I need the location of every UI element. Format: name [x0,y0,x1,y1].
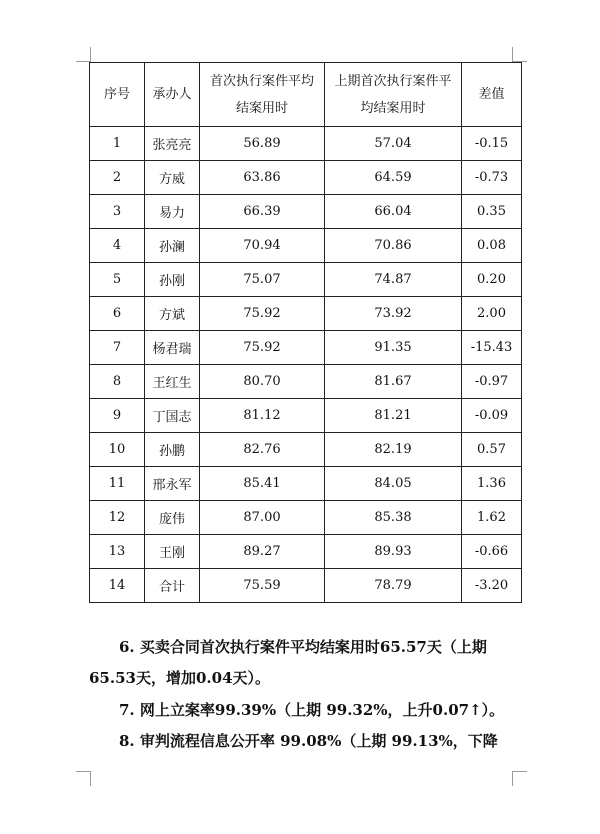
cell-previous: 73.92 [325,297,462,331]
cell-diff: 1.62 [462,501,522,535]
cell-handler: 王红生 [145,365,200,399]
cell-current: 75.07 [200,263,325,297]
cell-current: 80.70 [200,365,325,399]
cell-handler: 孙澜 [145,229,200,263]
cell-previous: 66.04 [325,195,462,229]
header-current-period [200,63,325,127]
cell-index: 2 [90,161,145,195]
cell-index: 9 [90,399,145,433]
header-previous-period [325,63,462,127]
cell-previous: 78.79 [325,569,462,603]
cell-previous: 74.87 [325,263,462,297]
cell-current: 66.39 [200,195,325,229]
table-row [90,161,522,195]
cell-index: 11 [90,467,145,501]
cell-handler: 合计 [145,569,200,603]
cell-current: 81.12 [200,399,325,433]
cell-current: 75.59 [200,569,325,603]
paragraph-8: 8. 审判流程信息公开率 99.08%（上期 99.13%，下降 [119,732,498,750]
cell-index: 3 [90,195,145,229]
cell-previous: 64.59 [325,161,462,195]
cell-diff: 2.00 [462,297,522,331]
cell-index: 6 [90,297,145,331]
table-row [90,501,522,535]
cell-previous: 82.19 [325,433,462,467]
cell-previous: 85.38 [325,501,462,535]
paragraph-6: 6. 买卖合同首次执行案件平均结案用时65.57天（上期65.53天，增加0.04天）。 [89,638,487,687]
cell-diff: -0.97 [462,365,522,399]
cell-diff: 0.35 [462,195,522,229]
header-current-line2: 结案用时 [235,100,288,116]
cell-diff: 0.57 [462,433,522,467]
table-row [90,467,522,501]
cell-current: 63.86 [200,161,325,195]
cell-handler: 邢永军 [145,467,200,501]
cell-previous: 70.86 [325,229,462,263]
cell-handler: 杨君瑞 [145,331,200,365]
header-index: 序号 [90,63,145,127]
table-body [90,127,522,603]
cell-handler: 方斌 [145,297,200,331]
cell-current: 56.89 [200,127,325,161]
cell-index: 14 [90,569,145,603]
table-row [90,127,522,161]
execution-time-table [89,62,522,603]
cell-index: 12 [90,501,145,535]
cell-current: 75.92 [200,331,325,365]
cell-diff: -0.15 [462,127,522,161]
cell-current: 70.94 [200,229,325,263]
cell-current: 87.00 [200,501,325,535]
header-previous-line1: 上期首次执行案件平 [334,73,452,89]
cell-handler: 孙鹏 [145,433,200,467]
page-corner-mark-bottom-right [512,771,527,786]
cell-handler: 易力 [145,195,200,229]
header-previous-line2: 均结案用时 [360,100,426,116]
table-row [90,399,522,433]
table-row [90,433,522,467]
header-handler: 承办人 [145,63,200,127]
cell-diff: -0.09 [462,399,522,433]
cell-diff: 0.20 [462,263,522,297]
cell-current: 75.92 [200,297,325,331]
cell-previous: 84.05 [325,467,462,501]
table-row [90,365,522,399]
cell-diff: -0.73 [462,161,522,195]
table-row [90,263,522,297]
cell-index: 13 [90,535,145,569]
cell-index: 4 [90,229,145,263]
table-row [90,195,522,229]
cell-handler: 张亮亮 [145,127,200,161]
cell-diff: -3.20 [462,569,522,603]
cell-current: 82.76 [200,433,325,467]
table-row [90,535,522,569]
cell-previous: 91.35 [325,331,462,365]
cell-index: 7 [90,331,145,365]
page-corner-mark-top-left [76,47,91,62]
cell-handler: 孙刚 [145,263,200,297]
cell-diff: -0.66 [462,535,522,569]
table-row [90,297,522,331]
cell-previous: 89.93 [325,535,462,569]
cell-index: 1 [90,127,145,161]
cell-previous: 81.21 [325,399,462,433]
header-current-line1: 首次执行案件平均 [209,73,314,89]
cell-handler: 庞伟 [145,501,200,535]
table-row [90,331,522,365]
cell-diff: -15.43 [462,331,522,365]
cell-diff: 0.08 [462,229,522,263]
table-row [90,229,522,263]
cell-current: 89.27 [200,535,325,569]
page-corner-mark-top-right [512,47,527,62]
cell-index: 5 [90,263,145,297]
cell-handler: 丁国志 [145,399,200,433]
cell-diff: 1.36 [462,467,522,501]
table-row [90,569,522,603]
cell-handler: 方威 [145,161,200,195]
cell-handler: 王刚 [145,535,200,569]
cell-previous: 57.04 [325,127,462,161]
paragraph-7: 7. 网上立案率99.39%（上期 99.32%，上升0.07↑）。 [119,701,505,719]
cell-index: 8 [90,365,145,399]
cell-current: 85.41 [200,467,325,501]
header-diff: 差值 [462,63,522,127]
page-corner-mark-bottom-left [76,771,91,786]
cell-index: 10 [90,433,145,467]
table-header-row [90,63,522,127]
cell-previous: 81.67 [325,365,462,399]
